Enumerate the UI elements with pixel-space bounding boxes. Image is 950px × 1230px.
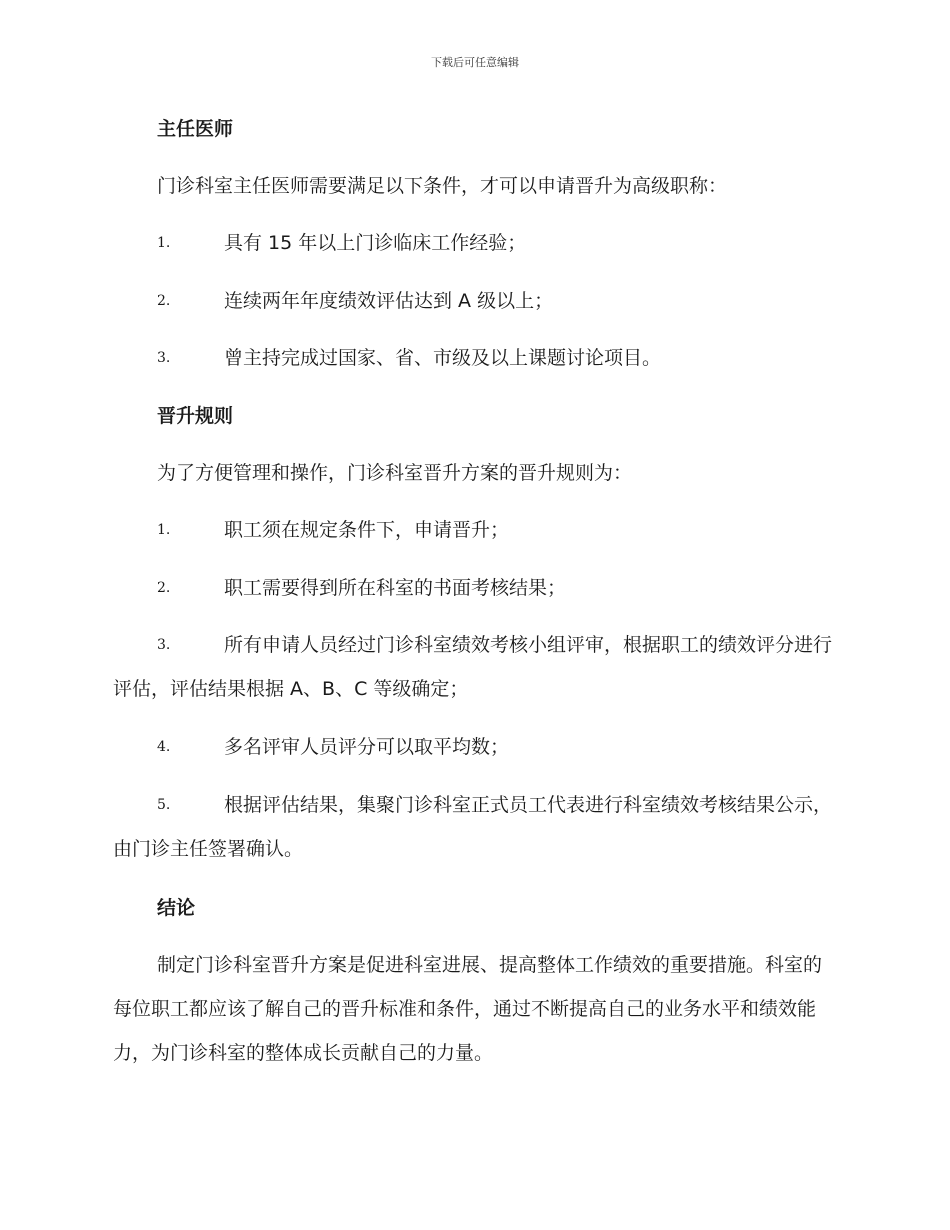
list-item bbox=[113, 566, 838, 610]
list-item bbox=[113, 725, 838, 769]
conclusion-paragraph: 制定门诊科室晋升方案是促进科室进展、提高整体工作绩效的重要措施。科室的每位职工都应该了解自己的晋升标准和条件，通过不断提高自己的业务水平和绩效能力，为门诊科室的整体成长贡献自己的力量。 bbox=[113, 954, 823, 1064]
list-item-number: 2. bbox=[157, 580, 171, 596]
section-title-promotion-rules: 晋升规则 bbox=[157, 405, 234, 427]
list-item-text: 多名评审人员评分可以取平均数； bbox=[224, 736, 510, 758]
list-item-number: 5. bbox=[157, 797, 171, 813]
list-item-number: 4. bbox=[157, 739, 171, 755]
list-item bbox=[113, 221, 838, 265]
page-header: 下载后可任意编辑 bbox=[431, 56, 519, 69]
list-item bbox=[113, 623, 838, 711]
list-item-text: 连续两年年度绩效评估达到 A 级以上； bbox=[224, 290, 554, 312]
list-item-text: 曾主持完成过国家、省、市级及以上课题讨论项目。 bbox=[224, 347, 662, 369]
section-intro: 门诊科室主任医师需要满足以下条件，才可以申请晋升为高级职称： bbox=[157, 175, 728, 197]
list-item-text: 所有申请人员经过门诊科室绩效考核小组评审，根据职工的绩效评分进行评估，评估结果根据 A、B、C 等级确定； bbox=[113, 634, 833, 700]
list-item-number: 3. bbox=[157, 637, 171, 653]
list-item-number: 1. bbox=[157, 522, 171, 538]
section-title-conclusion: 结论 bbox=[157, 897, 196, 919]
list-item-text: 根据评估结果，集聚门诊科室正式员工代表进行科室绩效考核结果公示，由门诊主任签署确认。 bbox=[113, 794, 833, 860]
list-item bbox=[113, 279, 838, 323]
list-item-text: 职工须在规定条件下，申请晋升； bbox=[224, 519, 510, 541]
list-item bbox=[113, 336, 838, 380]
list-item-text: 具有 15 年以上门诊临床工作经验； bbox=[224, 232, 527, 254]
list-item-text: 职工需要得到所在科室的书面考核结果； bbox=[224, 577, 567, 599]
list-item-number: 1. bbox=[157, 235, 171, 251]
list-item-number: 2. bbox=[157, 293, 171, 309]
section-title-chief-physician: 主任医师 bbox=[157, 118, 234, 140]
list-item bbox=[113, 783, 838, 871]
section-intro: 为了方便管理和操作，门诊科室晋升方案的晋升规则为： bbox=[157, 462, 633, 484]
list-item-number: 3. bbox=[157, 350, 171, 366]
list-item bbox=[113, 508, 838, 552]
